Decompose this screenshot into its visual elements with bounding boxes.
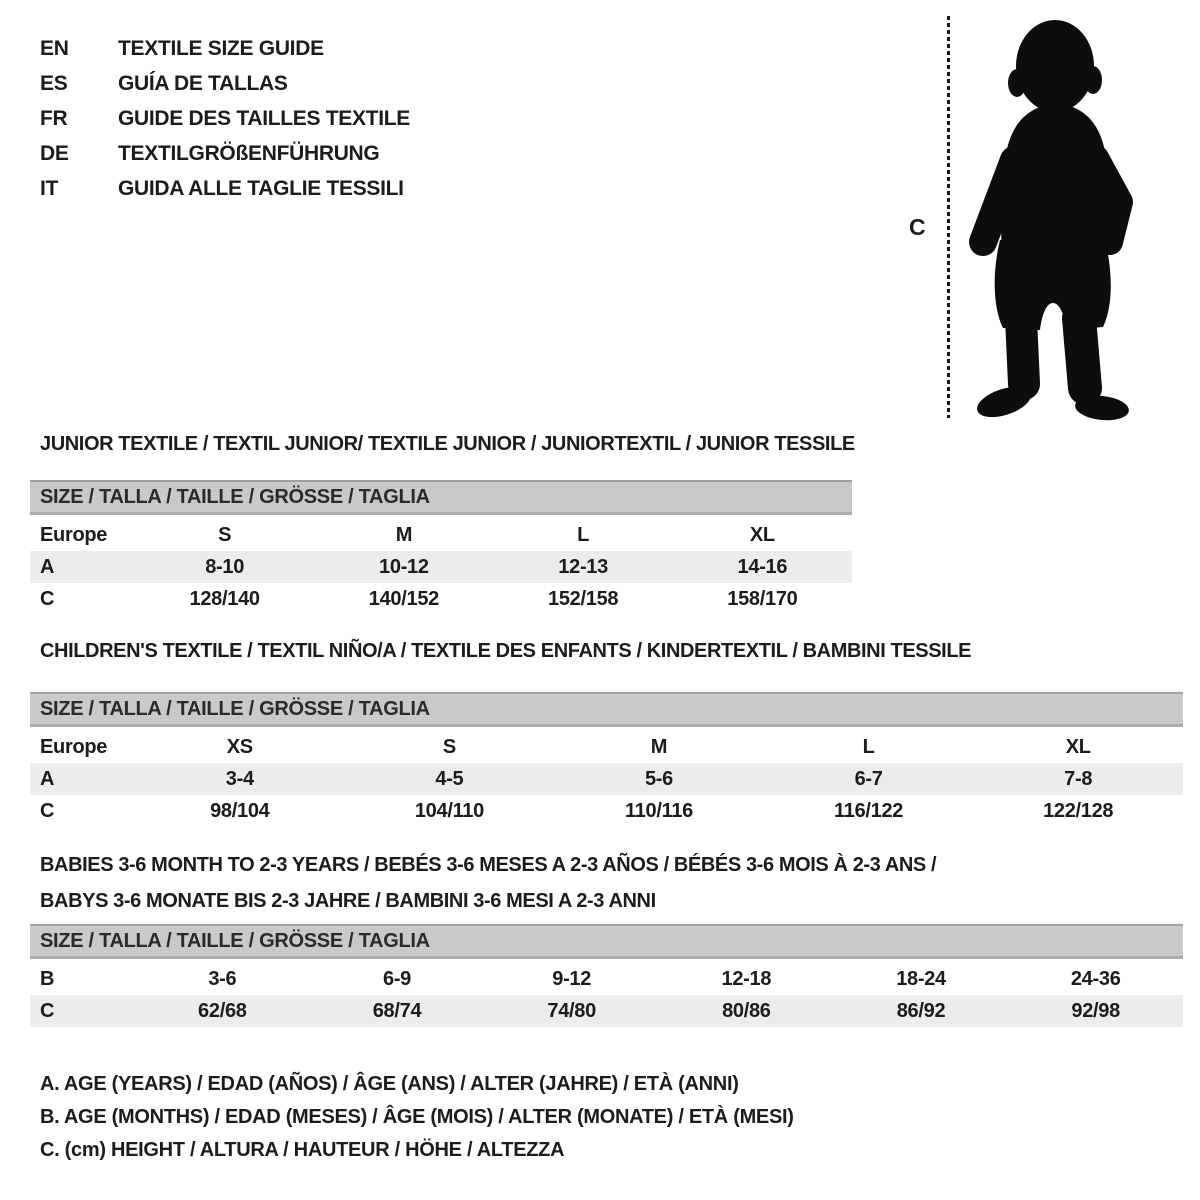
table-cell: 6-7	[854, 767, 883, 790]
lang-code: IT	[40, 176, 59, 200]
lang-code: ES	[40, 71, 68, 95]
table-row	[30, 795, 1183, 827]
row-label: C	[40, 799, 55, 822]
babies-section-title	[40, 847, 936, 919]
legend-line-c: C. (cm) HEIGHT / ALTURA / HAUTEUR / HÖHE / ALTEZZA	[40, 1139, 565, 1161]
table-row	[30, 731, 1183, 763]
children-section-title: CHILDREN'S TEXTILE / TEXTIL NIÑO/A / TEXTILE DES ENFANTS / KINDERTEXTIL / BAMBINI TESSILE	[40, 640, 972, 662]
language-title-list	[40, 31, 410, 206]
table-cell: 18-24	[896, 967, 946, 990]
table-cell: 92/98	[1071, 999, 1120, 1022]
lang-title: GUIDE DES TAILLES TEXTILE	[118, 106, 410, 130]
size-header-band: SIZE / TALLA / TAILLE / GRÖSSE / TAGLIA	[30, 924, 1183, 959]
lang-row-es	[40, 66, 410, 101]
table-cell: 6-9	[383, 967, 412, 990]
babies-title-line1: BABIES 3-6 MONTH TO 2-3 YEARS / BEBÉS 3-6 MESES A 2-3 AÑOS / BÉBÉS 3-6 MOIS À 2-3 ANS /	[40, 854, 937, 876]
table-cell: XS	[226, 735, 253, 758]
junior-table-rows	[30, 519, 852, 615]
table-cell: 80/86	[722, 999, 771, 1022]
toddler-silhouette-icon	[950, 10, 1150, 422]
lang-row-de	[40, 136, 410, 171]
table-row	[30, 763, 1183, 795]
lang-code: DE	[40, 141, 69, 165]
table-row	[30, 583, 852, 615]
row-label: B	[40, 967, 55, 990]
row-label: A	[40, 767, 55, 790]
lang-code: FR	[40, 106, 68, 130]
table-cell: L	[862, 735, 875, 758]
table-cell: 128/140	[189, 587, 260, 610]
junior-size-table	[30, 480, 852, 615]
row-label: Europe	[40, 523, 108, 546]
table-cell: 86/92	[896, 999, 946, 1022]
table-cell: 3-4	[225, 767, 254, 790]
children-size-table	[30, 692, 1183, 827]
measure-legend	[40, 1068, 794, 1167]
table-cell: 4-5	[435, 767, 464, 790]
row-label: C	[40, 587, 55, 610]
lang-title: GUIDA ALLE TAGLIE TESSILI	[118, 176, 404, 200]
babies-table-rows	[30, 963, 1183, 1027]
table-row	[30, 963, 1183, 995]
table-cell: 122/128	[1043, 799, 1114, 822]
table-cell: 10-12	[379, 555, 429, 578]
table-cell: 98/104	[210, 799, 270, 822]
table-cell: 9-12	[552, 967, 592, 990]
babies-size-table	[30, 924, 1183, 1027]
table-cell: M	[395, 523, 413, 546]
table-cell: 7-8	[1064, 767, 1093, 790]
table-cell: 110/116	[624, 799, 693, 822]
table-cell: 8-10	[205, 555, 245, 578]
table-cell: L	[577, 523, 590, 546]
size-header-band: SIZE / TALLA / TAILLE / GRÖSSE / TAGLIA	[30, 480, 852, 515]
lang-title: TEXTILGRÖßENFÜHRUNG	[118, 141, 380, 165]
table-cell: S	[218, 523, 232, 546]
junior-section-title: JUNIOR TEXTILE / TEXTIL JUNIOR/ TEXTILE JUNIOR / JUNIORTEXTIL / JUNIOR TESSILE	[40, 433, 855, 455]
table-cell: 14-16	[737, 555, 788, 578]
table-cell: 68/74	[372, 999, 422, 1022]
table-cell: 158/170	[727, 587, 798, 610]
size-header-band: SIZE / TALLA / TAILLE / GRÖSSE / TAGLIA	[30, 692, 1183, 727]
lang-row-fr	[40, 101, 410, 136]
table-cell: 24-36	[1070, 967, 1121, 990]
row-label: C	[40, 999, 55, 1022]
table-cell: 74/80	[547, 999, 596, 1022]
lang-row-it	[40, 171, 410, 206]
table-cell: 140/152	[368, 587, 439, 610]
row-label: Europe	[40, 735, 108, 758]
table-cell: 5-6	[644, 767, 673, 790]
table-row	[30, 551, 852, 583]
lang-row-en	[40, 31, 410, 66]
children-table-rows	[30, 731, 1183, 827]
lang-title: GUÍA DE TALLAS	[118, 71, 288, 95]
lang-title: TEXTILE SIZE GUIDE	[118, 36, 324, 60]
lang-code: EN	[40, 36, 69, 60]
height-measure-label: C	[909, 214, 926, 240]
table-cell: 12-13	[558, 555, 608, 578]
table-cell: 104/110	[414, 799, 484, 822]
table-cell: 116/122	[834, 799, 904, 822]
babies-title-line2: BABYS 3-6 MONATE BIS 2-3 JAHRE / BAMBINI 3-6 MESI A 2-3 ANNI	[40, 890, 656, 912]
table-cell: XL	[1065, 735, 1091, 758]
table-row	[30, 519, 852, 551]
table-cell: 12-18	[721, 967, 772, 990]
legend-line-b: B. AGE (MONTHS) / EDAD (MESES) / ÂGE (MOIS) / ALTER (MONATE) / ETÀ (MESI)	[40, 1106, 794, 1128]
table-row	[30, 995, 1183, 1027]
row-label: A	[40, 555, 55, 578]
table-cell: 62/68	[198, 999, 247, 1022]
table-cell: 3-6	[208, 967, 237, 990]
table-cell: S	[442, 735, 456, 758]
legend-line-a: A. AGE (YEARS) / EDAD (AÑOS) / ÂGE (ANS) / ALTER (JAHRE) / ETÀ (ANNI)	[40, 1073, 739, 1095]
table-cell: XL	[749, 523, 775, 546]
table-cell: 152/158	[548, 587, 619, 610]
table-cell: M	[650, 735, 668, 758]
